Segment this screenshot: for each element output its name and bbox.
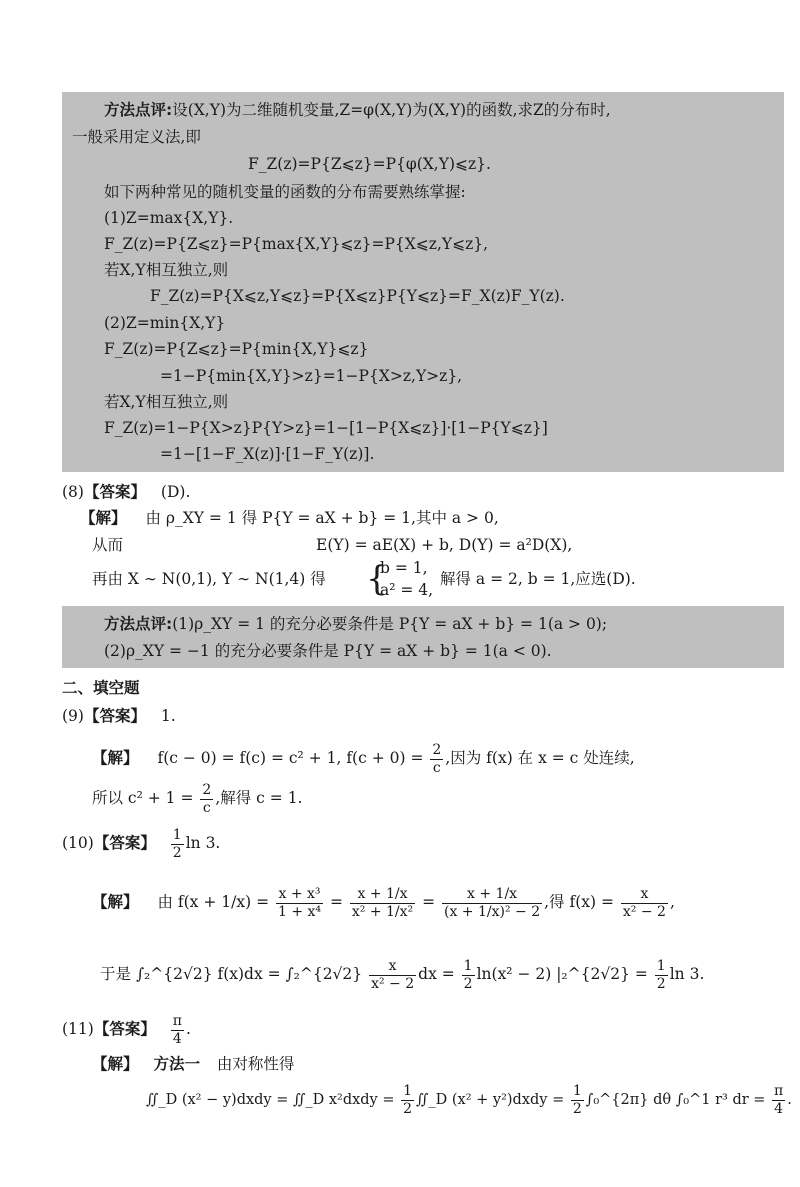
box1-def-formula: F_Z(z)=P{Z⩽z}=P{φ(X,Y)⩽z}. <box>248 155 491 173</box>
q10-num: (10) <box>62 834 94 852</box>
q11-half2-d: 2 <box>572 1100 582 1117</box>
q8-system-brace: { <box>366 559 388 599</box>
q8-sol3-prefix: 再由 X ∼ N(0,1), Y ∼ N(1,4) 得 <box>92 570 326 588</box>
q10-f4d: x² − 2 <box>622 903 666 920</box>
box1-label: 方法点评: <box>104 101 173 119</box>
q10-f5n: x <box>369 958 416 976</box>
q11-res-n: π <box>774 1082 784 1099</box>
q10-f1d: 1 + x⁴ <box>277 903 322 920</box>
q10-int4: ln 3. <box>669 965 705 983</box>
q11-method: 方法一 <box>153 1055 200 1073</box>
q9-sol2a: 所以 c² + 1 = <box>92 789 194 807</box>
q10-frac2 <box>350 886 415 921</box>
q11-ans-d: 4 <box>172 1030 182 1047</box>
q10-answer-frac <box>171 827 184 862</box>
q9-answer: 1. <box>160 707 176 725</box>
box1-case2-formula4: =1−[1−F_X(z)]·[1−F_Y(z)]. <box>160 445 375 463</box>
q10-ans-tail: ln 3. <box>185 834 221 852</box>
q10-sol1-prefix: 由 f <box>157 893 184 911</box>
q11-answer-line <box>62 1010 191 1048</box>
q10-f3n: x + 1/x <box>442 886 542 904</box>
q10-sol2-prefix: 于是 <box>100 965 132 983</box>
q10-int1: ∫₂^{2√2} f(x)dx = ∫₂^{2√2} <box>135 965 363 983</box>
box2-l1: (1)ρ_XY = 1 的充分必要条件是 P{Y = aX + b} = 1(a > 0); <box>172 615 608 633</box>
q11-half2-n: 1 <box>572 1082 582 1099</box>
q10-sol-tag: 【解】 <box>92 893 139 911</box>
box1-case1-formula1: F_Z(z)=P{Z⩽z}=P{max{X,Y}⩽z}=P{X⩽z,Y⩽z}, <box>104 235 489 253</box>
q10-f5d: x² − 2 <box>371 975 415 992</box>
box1-case1-formula2: F_Z(z)=P{X⩽z,Y⩽z}=P{X⩽z}P{Y⩽z}=F_X(z)F_Y(z). <box>150 287 565 305</box>
q9-solution-line2 <box>92 778 302 818</box>
q8-answer: (D). <box>160 483 191 501</box>
q8-sol1: 由 ρ_XY = 1 得 P{Y = aX + b} = 1,其中 a > 0, <box>145 509 499 527</box>
box1-case2-formula1: F_Z(z)=P{Z⩽z}=P{min{X,Y}⩽z} <box>104 340 369 358</box>
q11-half1-d: 2 <box>403 1100 413 1117</box>
q9-frac2-d: c <box>202 799 211 816</box>
q10-half1-d: 2 <box>463 975 473 992</box>
box2-line2: (2)ρ_XY = −1 的充分必要条件是 P{Y = aX + b} = 1(a < 0). <box>104 642 552 660</box>
q9-sol1b: ,因为 f(x) 在 x = c 处连续, <box>445 749 635 767</box>
q10-f2n: x + 1/x <box>350 886 415 904</box>
q10-half2 <box>655 958 668 993</box>
q10-sol1-mid: ,得 f(x) = <box>544 893 614 911</box>
q8-sol-tag: 【解】 <box>80 509 127 527</box>
section-title: 二、填空题 <box>62 679 140 697</box>
q8-num: (8) <box>62 483 84 501</box>
q11-ans-n: π <box>172 1012 182 1029</box>
box1-case2-formula2: =1−P{min{X,Y}>z}=1−P{X>z,Y>z}, <box>160 367 463 385</box>
box1-common-note: 如下两种常见的随机变量的函数的分布需要熟练掌握: <box>104 183 466 201</box>
q8-sol2: E(Y) = aE(X) + b, D(Y) = a²D(X), <box>316 536 573 554</box>
box1-intro2: 一般采用定义法,即 <box>72 128 201 146</box>
q9-num: (9) <box>62 707 84 725</box>
q11-end: . <box>787 1092 792 1108</box>
q10-solution-line1: 【解】 由 f(x + 1/x) = $\frac{\text{x + x³}}{\text{1 + x⁴}}$ = $\frac{x + 1/x}{\text{x² + 1/x²}}$ = $\frac{x + 1/x}{\text{(x + 1/x)² − 2}}$ ,得 f(x) = $\frac{x}{\text{x² − 2}}$ , <box>92 885 675 920</box>
box1-case2-indep: 若X,Y相互独立,则 <box>104 393 229 411</box>
method-review-box-1 <box>62 92 784 472</box>
q11-half1-n: 1 <box>403 1082 413 1099</box>
q11-half1 <box>401 1083 414 1118</box>
q9-sol1a: f(c − 0) = f(c) = c² + 1, f(c + 0) = <box>157 749 424 767</box>
q10-f3d: (x + 1/x)² − 2 <box>444 903 541 920</box>
q8-sys1: b = 1, <box>380 559 428 577</box>
box1-case2-formula3: F_Z(z)=1−P{X>z}P{Y>z}=1−[1−P{X⩽z}]·[1−P{Y⩽z}] <box>104 419 548 437</box>
q10-frac5 <box>369 958 416 993</box>
q8-sol2-prefix: 从而 <box>92 536 124 554</box>
q10-frac1 <box>276 886 323 921</box>
q11-half2 <box>571 1083 584 1118</box>
q9-solution-line1 <box>92 738 635 778</box>
q10-int2: dx = <box>418 965 455 983</box>
q9-answer-line <box>62 706 176 726</box>
q11-int-c: ∫₀^{2π} dθ ∫₀^1 r³ dr = <box>585 1092 766 1108</box>
q10-ans-d: 2 <box>172 844 182 861</box>
q9-sol2b: ,解得 c = 1. <box>215 789 303 807</box>
q10-ans-n: 1 <box>172 826 182 843</box>
q8-sol3-suffix: 解得 a = 2, b = 1,应选(D). <box>440 570 636 588</box>
q9-sol-tag: 【解】 <box>92 749 139 767</box>
q9-frac2-n: 2 <box>202 781 212 798</box>
q11-formula <box>146 1076 792 1124</box>
q10-answer-tag: 【答案】 <box>93 834 156 852</box>
box2-line1 <box>104 614 607 634</box>
q11-res-d: 4 <box>774 1100 784 1117</box>
q8-answer-line <box>62 482 190 502</box>
q11-num: (11) <box>62 1020 94 1038</box>
q8-solution-line1 <box>80 508 499 528</box>
q10-half2-d: 2 <box>656 975 666 992</box>
q10-sol1-arg: (x + 1/x) <box>183 893 252 911</box>
q9-frac <box>430 742 443 777</box>
q10-f2d: x² + 1/x² <box>351 903 414 920</box>
q10-half1 <box>462 958 475 993</box>
q10-frac3 <box>442 886 542 921</box>
q8-answer-tag: 【答案】 <box>83 483 146 501</box>
q9-frac2 <box>200 782 213 817</box>
q10-solution-line2 <box>100 952 704 996</box>
q11-int-b: ∬_D (x² + y²)dxdy = <box>416 1092 565 1108</box>
q9-frac-n: 2 <box>432 741 442 758</box>
q9-frac-d: c <box>432 759 441 776</box>
q10-answer-line <box>62 824 220 862</box>
q11-sol-tag: 【解】 <box>92 1055 139 1073</box>
q10-frac4 <box>621 886 668 921</box>
q11-int-a: ∬_D (x² − y)dxdy = ∬_D x²dxdy = <box>146 1092 395 1108</box>
q11-ans-tail: . <box>185 1020 191 1038</box>
q10-f4n: x <box>621 886 668 904</box>
q11-answer-frac <box>171 1013 184 1048</box>
q8-sys2: a² = 4, <box>380 581 434 599</box>
box2-label: 方法点评: <box>104 615 173 633</box>
q11-answer-tag: 【答案】 <box>93 1020 156 1038</box>
box1-intro: 设(X,Y)为二维随机变量,Z=φ(X,Y)为(X,Y)的函数,求Z的分布时, <box>172 101 611 119</box>
q11-method-note: 由对称性得 <box>216 1055 295 1073</box>
q11-result-frac <box>772 1083 785 1118</box>
q11-solution-header <box>92 1054 294 1074</box>
q10-int3: ln(x² − 2) |₂^{2√2} = <box>476 965 648 983</box>
box1-intro-line <box>104 100 611 120</box>
box1-case2-title: (2)Z=min{X,Y} <box>104 314 226 332</box>
box1-case1-title: (1)Z=max{X,Y}. <box>104 209 234 227</box>
box1-case1-indep: 若X,Y相互独立,则 <box>104 261 229 279</box>
q10-half2-n: 1 <box>656 957 666 974</box>
q9-answer-tag: 【答案】 <box>83 707 146 725</box>
q10-f1n: x + x³ <box>276 886 323 904</box>
q10-half1-n: 1 <box>463 957 473 974</box>
